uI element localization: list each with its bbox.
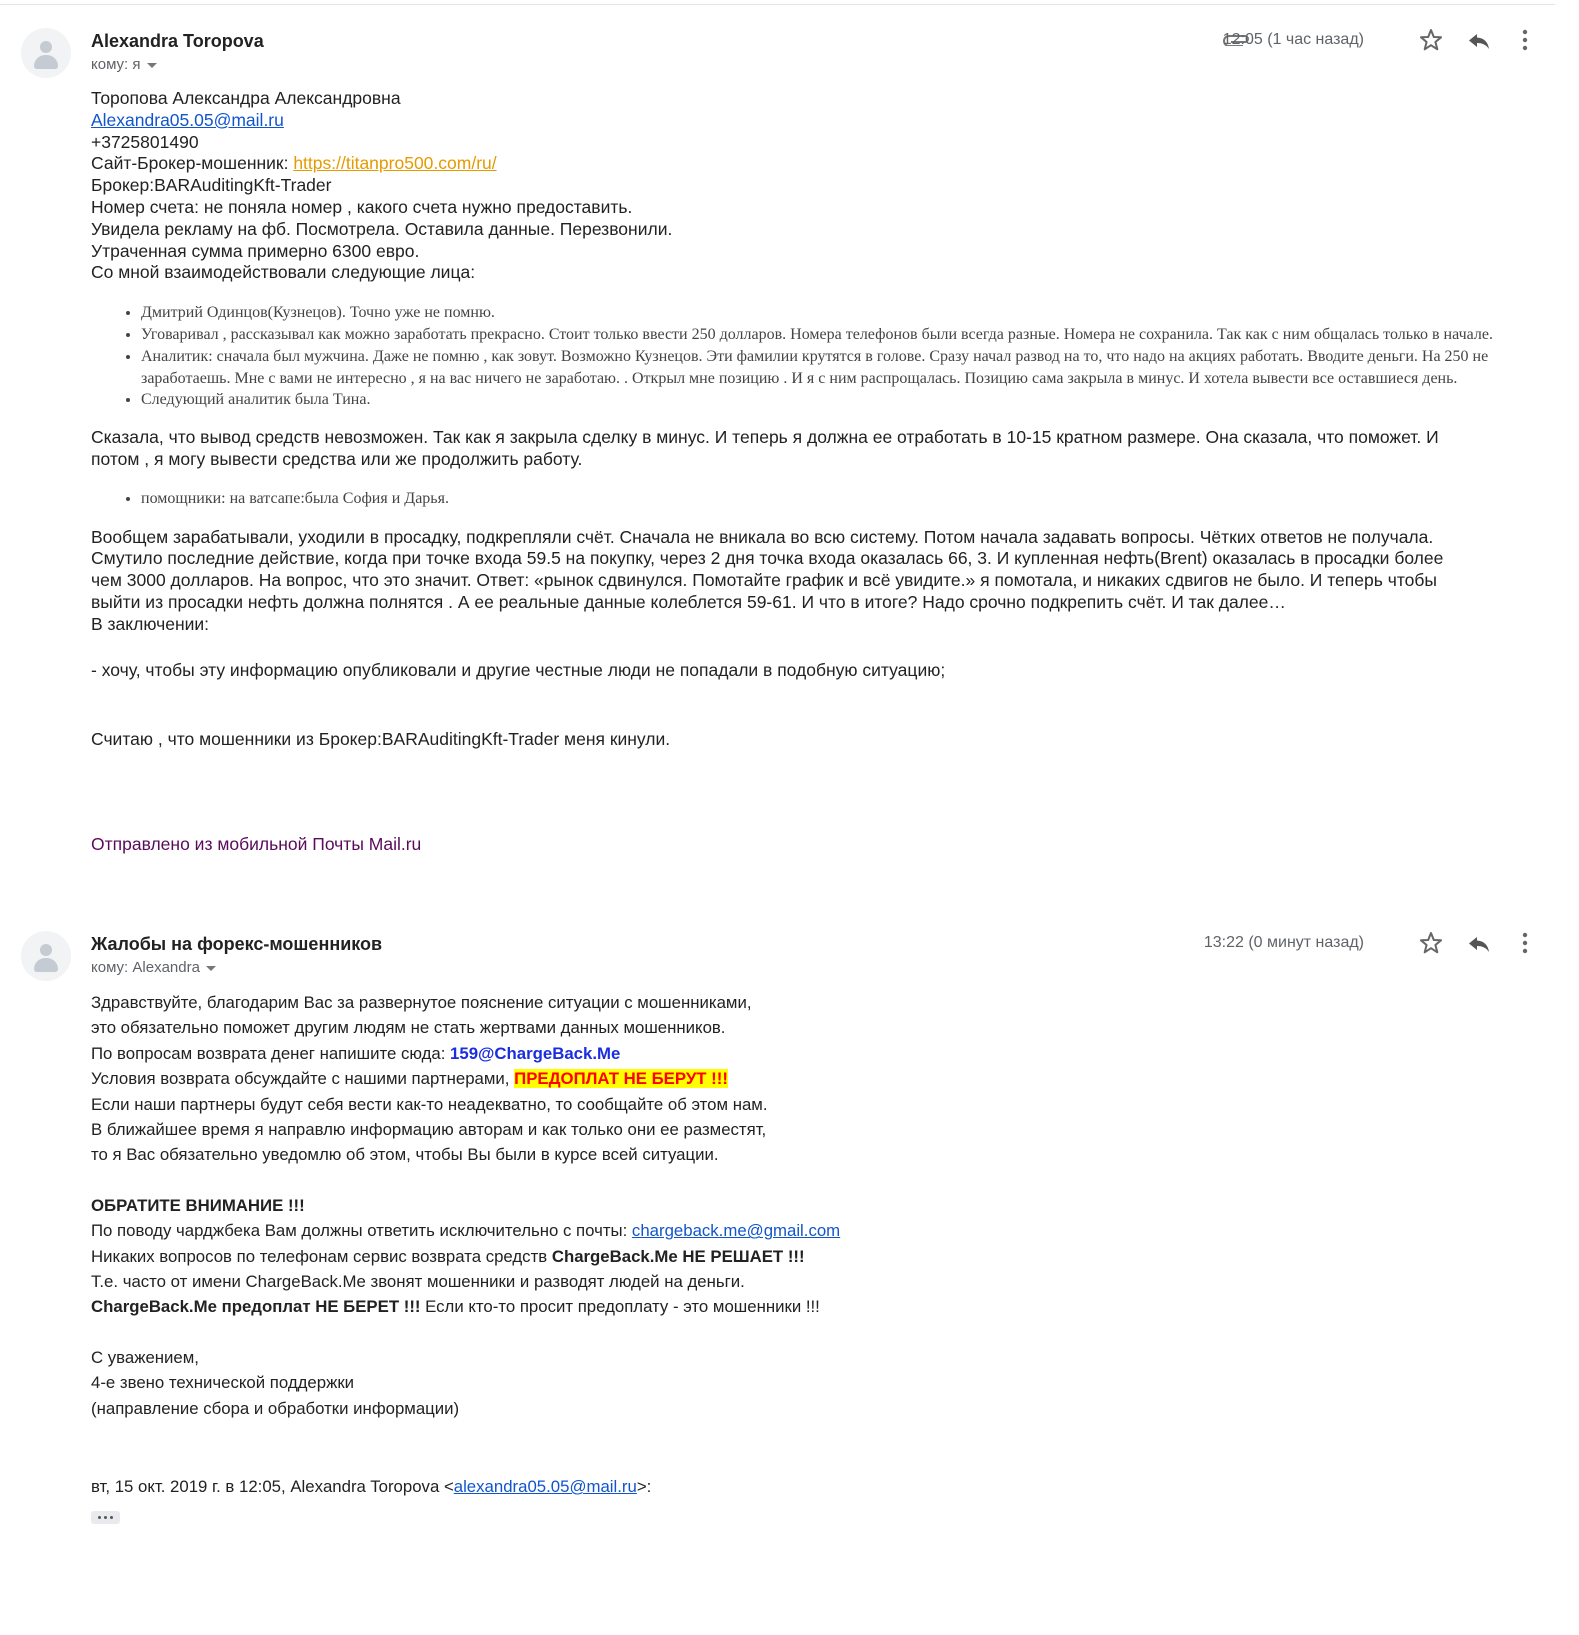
star-icon[interactable] (1418, 27, 1444, 53)
avatar-body (34, 55, 58, 69)
body-line: 4-е звено технической поддержки (91, 1373, 355, 1393)
message-body (91, 990, 1391, 1500)
body-line: - хочу, чтобы эту информацию опубликовали и другие честные люди не попадали в подобную ситуацию; (91, 659, 946, 680)
list-item: • Дмитрий Одинцов(Кузнецов). Точно уже не помню. (141, 302, 1521, 324)
body-line: Брокер:BARAuditingKft-Trader (91, 175, 332, 196)
body-line: Увидела рекламу на фб. Посмотрела. Оставила данные. Перезвонили. (91, 218, 673, 239)
list-item: • помощники: на ватсапе:была София и Дарья. (141, 488, 1551, 510)
body-line: Условия возврата обсуждайте с нашими партнерами, ПРЕДОПЛАТ НЕ БЕРУТ !!! (91, 1069, 728, 1089)
list-item: • Аналитик: сначала был мужчина. Даже не помню , как зовут. Возможно Кузнецов. Эти фамилии крутятся в голове. Сразу начал развод на то, что надо на акциях работать. Вводите деньги. На 250 не заработаешь. Мне с вами не интересно , я на вас ничего не заработаю. . Открыл мне позицию . И я с ним распрощалась. Позицию сама закрыла в минус. И хотела вывести все оставшиеся день. (141, 346, 1521, 390)
recipient-label: кому: я (91, 56, 141, 73)
avatar-body (34, 958, 58, 972)
avatar[interactable] (21, 28, 71, 78)
body-line: Торопова Александра Александровна (91, 88, 401, 108)
message-body (91, 88, 1551, 856)
body-line: Сайт-Брокер-мошенник: https://titanpro500.com/ru/ (91, 153, 497, 174)
body-line: Если наши партнеры будут себя вести как-то неадекватно, то сообщайте об этом нам. (91, 1094, 768, 1114)
quoted-email-link[interactable]: alexandra05.05@mail.ru (453, 1477, 637, 1497)
persons-list (91, 302, 1521, 411)
body-line: Считаю , что мошенники из Брокер:BARAuditingKft-Trader меня кинули. (91, 729, 671, 750)
body-line: По вопросам возврата денег напишите сюда: 159@ChargeBack.Me (91, 1043, 621, 1063)
no-prepay-highlight: ПРЕДОПЛАТ НЕ БЕРУТ !!! (514, 1069, 728, 1089)
recipient-dropdown[interactable] (91, 959, 216, 976)
reply-icon[interactable] (1466, 930, 1492, 956)
body-line: выйти из просадки нефть должна полнятся . А ее реальные данные колеблется 59-61. И что в итоге? Надо срочно подкрепить счёт. И так далее… (91, 591, 1286, 612)
chargeback-email-link[interactable]: chargeback.me@gmail.com (631, 1221, 841, 1241)
body-line: это обязательно поможет другим людям не стать жертвами данных мошенников. (91, 1018, 726, 1038)
mobile-signature: Отправлено из мобильной Почты Mail.ru (91, 834, 422, 855)
helpers-list (91, 488, 1551, 510)
avatar-head (40, 41, 52, 53)
body-line: В ближайшее время я направлю информацию авторам и как только они ее разместят, (91, 1120, 767, 1140)
body-line: Смутило последние действие, когда при точке входа 59.5 на покупку, через 2 дня точка входа оказалась 66, 3. И купленная нефть(Brent) оказалась в просадки более (91, 548, 1444, 569)
email-link[interactable]: Alexandra05.05@mail.ru (91, 109, 284, 130)
site-link[interactable]: https://titanpro500.com/ru/ (293, 153, 497, 174)
more-vert-icon[interactable] (1512, 930, 1538, 956)
list-item: • Следующий аналитик была Тина. (141, 389, 1521, 411)
body-line: (направление сбора и обработки информации) (91, 1398, 460, 1418)
body-line: +3725801490 (91, 131, 199, 152)
sender-name[interactable]: Жалобы на форекс-мошенников (91, 934, 383, 954)
reply-icon[interactable] (1466, 27, 1492, 53)
body-line: Со мной взаимодействовали следующие лица: (91, 262, 476, 283)
avatar[interactable] (21, 931, 71, 981)
refund-email[interactable]: 159@ChargeBack.Me (450, 1043, 621, 1063)
body-line: Никаких вопросов по телефонам сервис возврата средств ChargeBack.Me НЕ РЕШАЕТ !!! (91, 1246, 805, 1266)
more-vert-icon[interactable] (1512, 27, 1538, 53)
body-line: Здравствуйте, благодарим Вас за развернутое пояснение ситуации с мошенниками, (91, 993, 752, 1012)
body-line: чем 3000 долларов. На вопрос, что это значит. Ответ: «рынок сдвинулся. Помотайте график и всё увидите.» я помотала, и никаких сдвигов не было. И теперь чтобы (91, 570, 1437, 591)
attention-heading: ОБРАТИТЕ ВНИМАНИЕ !!! (91, 1195, 305, 1215)
body-line: По поводу чарджбека Вам должны ответить исключительно с почты: chargeback.me@gmail.com (91, 1221, 841, 1241)
body-line: Вообщем зарабатывали, уходили в просадку, подкрепляли счёт. Сначала не вникала во всю систему. Потом начала задавать вопросы. Чётких ответов не получала. (91, 526, 1434, 547)
body-line: В заключении: (91, 613, 210, 634)
body-line: Т.е. часто от имени ChargeBack.Me звонят мошенники и разводят людей на деньги. (91, 1272, 745, 1292)
quoted-header: вт, 15 окт. 2019 г. в 12:05, Alexandra Toropova <alexandra05.05@mail.ru>: (91, 1477, 652, 1497)
message-time[interactable]: 13:22 (0 минут назад) (1203, 934, 1364, 951)
top-divider (0, 4, 1555, 5)
body-line: Номер счета: не поняла номер , какого счета нужно предоставить. (91, 196, 633, 217)
body-line: то я Вас обязательно уведомлю об этом, чтобы Вы были в курсе всей ситуации. (91, 1145, 719, 1165)
body-line: потом , я могу вывести средства или же продолжить работу. (91, 448, 583, 469)
body-line: Утраченная сумма примерно 6300 евро. (91, 240, 420, 261)
body-line: Сказала, что вывод средств невозможен. Так как я закрыла сделку в минус. И теперь я должна ее отработать в 10-15 кратном размере. Она сказала, что поможет. И (91, 427, 1439, 448)
recipient-dropdown[interactable] (91, 56, 157, 73)
sender-name[interactable]: Alexandra Toropova (91, 31, 264, 51)
avatar-head (40, 944, 52, 956)
body-line: ChargeBack.Me предоплат НЕ БЕРЕТ !!! Если кто-то просит предоплату - это мошенники !!! (91, 1297, 820, 1317)
show-trimmed-content-button[interactable] (91, 1511, 120, 1524)
caret-down-icon (206, 966, 216, 971)
caret-down-icon (147, 63, 157, 68)
recipient-label: кому: Alexandra (91, 959, 200, 976)
message-time[interactable]: 12:05 (1 час назад) (1222, 31, 1364, 48)
star-icon[interactable] (1418, 930, 1444, 956)
body-line: С уважением, (91, 1347, 199, 1367)
list-item: • Уговаривал , рассказывал как можно заработать прекрасно. Стоит только ввести 250 долларов. Номера телефонов были всегда разные. Номера не сохранила. Так как с ним общалась только в начале. (141, 324, 1521, 346)
